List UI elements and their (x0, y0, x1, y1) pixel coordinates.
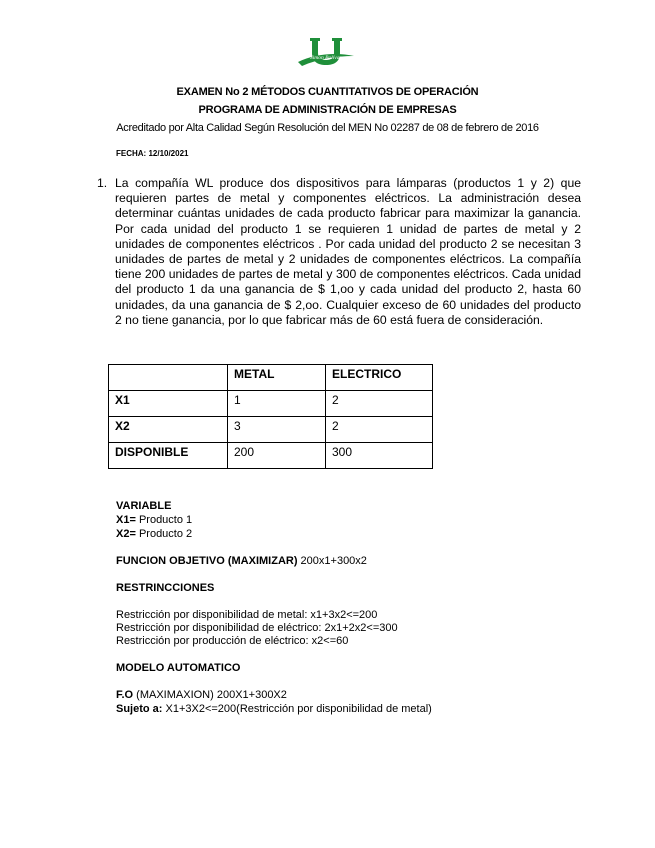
table-header-cell: ELECTRICO (326, 365, 433, 391)
variable-x2-value: Producto 2 (135, 528, 193, 540)
variables-title: VARIABLE (116, 500, 172, 512)
table-cell: X1 (109, 391, 228, 417)
exam-date: FECHA: 12/10/2021 (116, 149, 189, 158)
problem-text: La compañía WL produce dos dispositivos para lámparas (productos 1 y 2) que requieren partes de metal y componentes eléctricos. La administración desea determinar cuántas unidades de cada producto fabricar para maximizar la ganancia. Por cada unidad del producto 1 se requieren 1 unidad de partes de metal y 2 unidades de componentes eléctricos . Por cada unidad del producto 2 se necesitan 3 unidades de partes de metal y 2 unidades de componentes eléctricos. La compañía tiene 200 unidades de partes de metal y 300 de componentes eléctricos. Cada unidad del producto 1 da una ganancia de $ 1,oo y cada unidad del producto 2, hasta 60 unidades, da una ganancia de $ 2,oo. Cualquier exceso de 60 unidades del producto 2 no tiene ganancia, por lo que fabricar más de 60 está fuera de consideración. (115, 176, 581, 327)
table-row (109, 443, 433, 469)
table-cell: 3 (228, 417, 326, 443)
table-header-row (109, 365, 433, 391)
table-row (109, 417, 433, 443)
restriction-item: Restricción por disponibilidad de metal: x1+3x2<=200 (116, 609, 378, 621)
table-cell: 300 (326, 443, 433, 469)
objective-value: 200x1+300x2 (297, 555, 367, 567)
restriction-item: Restricción por disponibilidad de eléctrico: 2x1+2x2<=300 (116, 622, 398, 634)
restrictions-title: RESTRINCCIONES (116, 582, 215, 594)
variable-x1-value: Producto 1 (135, 514, 193, 526)
model-subject-value: X1+3X2<=200(Restricción por disponibilidad de metal) (162, 703, 432, 715)
problem-number: 1. (97, 176, 108, 190)
variable-x1 (116, 514, 192, 527)
problem-statement (97, 176, 581, 328)
model-subject-label: Sujeto a: (116, 703, 163, 715)
table-row (109, 391, 433, 417)
objective-label: FUNCION OBJETIVO (MAXIMIZAR) (116, 555, 298, 567)
table-cell: 1 (228, 391, 326, 417)
university-logo (296, 36, 356, 70)
model-title: MODELO AUTOMATICO (116, 662, 241, 674)
restriction-item: Restricción por producción de eléctrico: x2<=60 (116, 635, 349, 647)
table-header-cell (109, 365, 228, 391)
table-cell: 200 (228, 443, 326, 469)
program-title: PROGRAMA DE ADMINISTRACIÓN DE EMPRESAS (198, 104, 457, 116)
table-header-cell: METAL (228, 365, 326, 391)
variable-x2-label: X2= (116, 528, 136, 540)
variable-x2 (116, 528, 192, 541)
table-cell: 2 (326, 417, 433, 443)
table-cell: X2 (109, 417, 228, 443)
table-cell: DISPONIBLE (109, 443, 228, 469)
model-objective (116, 689, 287, 702)
model-fo-label: F.O (116, 689, 134, 701)
exam-title: EXAMEN No 2 MÉTODOS CUANTITATIVOS DE OPERACIÓN (176, 86, 479, 98)
table-cell: 2 (326, 391, 433, 417)
objective-function (116, 555, 367, 568)
variable-x1-label: X1= (116, 514, 136, 526)
model-fo-value: (MAXIMAXION) 200X1+300X2 (133, 689, 287, 701)
accreditation-line: Acreditado por Alta Calidad Según Resolución del MEN No 02287 de 08 de febrero de 2016 (116, 122, 539, 134)
model-subject-to (116, 703, 432, 716)
logo-caption: Simon Bolívar (310, 55, 342, 61)
resource-table (108, 364, 433, 469)
